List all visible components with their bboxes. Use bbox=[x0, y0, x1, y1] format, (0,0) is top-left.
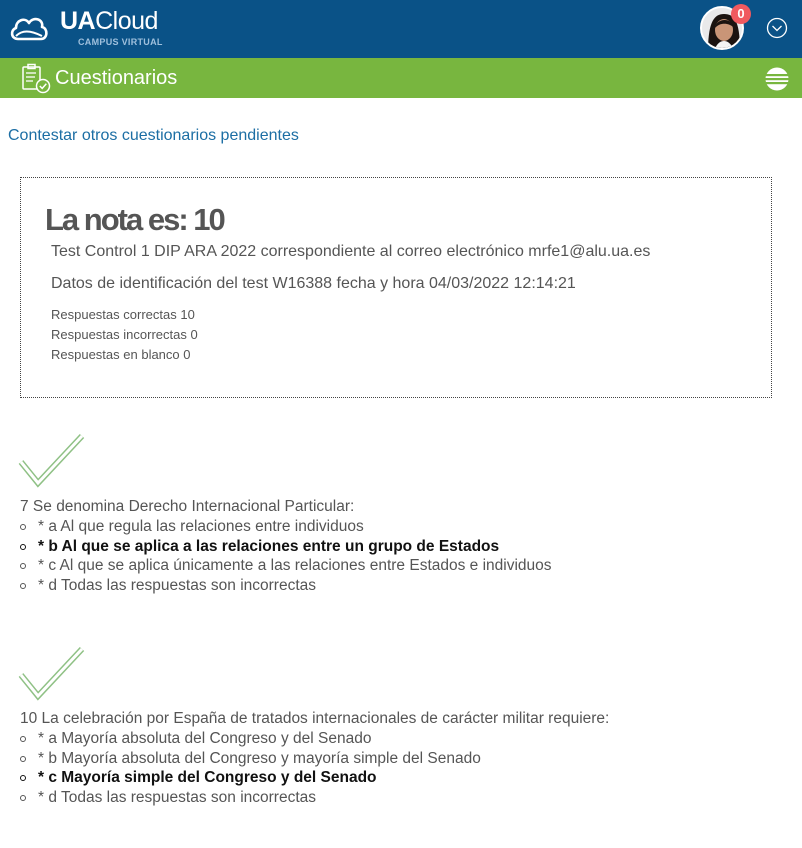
blank-count: Respuestas en blanco 0 bbox=[51, 347, 191, 362]
notification-badge[interactable]: 0 bbox=[731, 4, 751, 24]
brand-subtitle: CAMPUS VIRTUAL bbox=[78, 37, 163, 47]
question-block bbox=[20, 709, 790, 807]
bullet-icon bbox=[20, 756, 26, 762]
bullet-icon bbox=[20, 544, 26, 550]
answer-option: * a Al que regula las relaciones entre individuos bbox=[20, 517, 790, 537]
bullet-icon bbox=[20, 775, 26, 781]
answer-option: * b Mayoría absoluta del Congreso y mayoría simple del Senado bbox=[20, 749, 790, 769]
test-identification: Datos de identificación del test W16388 fecha y hora 04/03/2022 12:14:21 bbox=[51, 275, 576, 292]
answer-option: * d Todas las respuestas son incorrectas bbox=[20, 576, 790, 596]
bullet-icon bbox=[20, 795, 26, 801]
brand-title[interactable]: UACloud bbox=[60, 7, 158, 35]
result-panel bbox=[20, 177, 772, 398]
correct-check-icon bbox=[18, 432, 86, 488]
clipboard-check-icon bbox=[20, 62, 52, 94]
question-text: 7 Se denomina Derecho Internacional Particular: bbox=[20, 498, 355, 515]
answer-option-selected: * c Mayoría simple del Congreso y del Senado bbox=[20, 768, 790, 788]
answer-option-selected: * b Al que se aplica a las relaciones entre un grupo de Estados bbox=[20, 537, 790, 557]
bullet-icon bbox=[20, 563, 26, 569]
menu-icon[interactable] bbox=[765, 67, 789, 91]
question-block bbox=[20, 497, 790, 595]
bullet-icon bbox=[20, 524, 26, 530]
answer-option: * c Al que se aplica únicamente a las relaciones entre Estados e individuos bbox=[20, 556, 790, 576]
page-title: Cuestionarios bbox=[55, 67, 178, 89]
correct-check-icon bbox=[18, 645, 86, 701]
answer-option: * a Mayoría absoluta del Congreso y del Senado bbox=[20, 729, 790, 749]
chevron-down-circle-icon[interactable] bbox=[766, 17, 788, 39]
top-bar bbox=[0, 0, 802, 58]
grade-heading: La nota es: 10 bbox=[45, 202, 224, 237]
test-description: Test Control 1 DIP ARA 2022 correspondiente al correo electrónico mrfe1@alu.ua.es bbox=[51, 243, 651, 260]
bullet-icon bbox=[20, 736, 26, 742]
correct-count: Respuestas correctas 10 bbox=[51, 307, 195, 322]
pending-quizzes-link[interactable]: Contestar otros cuestionarios pendientes bbox=[8, 127, 299, 144]
bullet-icon bbox=[20, 583, 26, 589]
answer-option: * d Todas las respuestas son incorrectas bbox=[20, 788, 790, 808]
cloud-logo-icon[interactable] bbox=[8, 10, 50, 44]
question-text: 10 La celebración por España de tratados internacionales de carácter militar requiere: bbox=[20, 710, 610, 727]
incorrect-count: Respuestas incorrectas 0 bbox=[51, 327, 198, 342]
section-bar bbox=[0, 58, 802, 98]
